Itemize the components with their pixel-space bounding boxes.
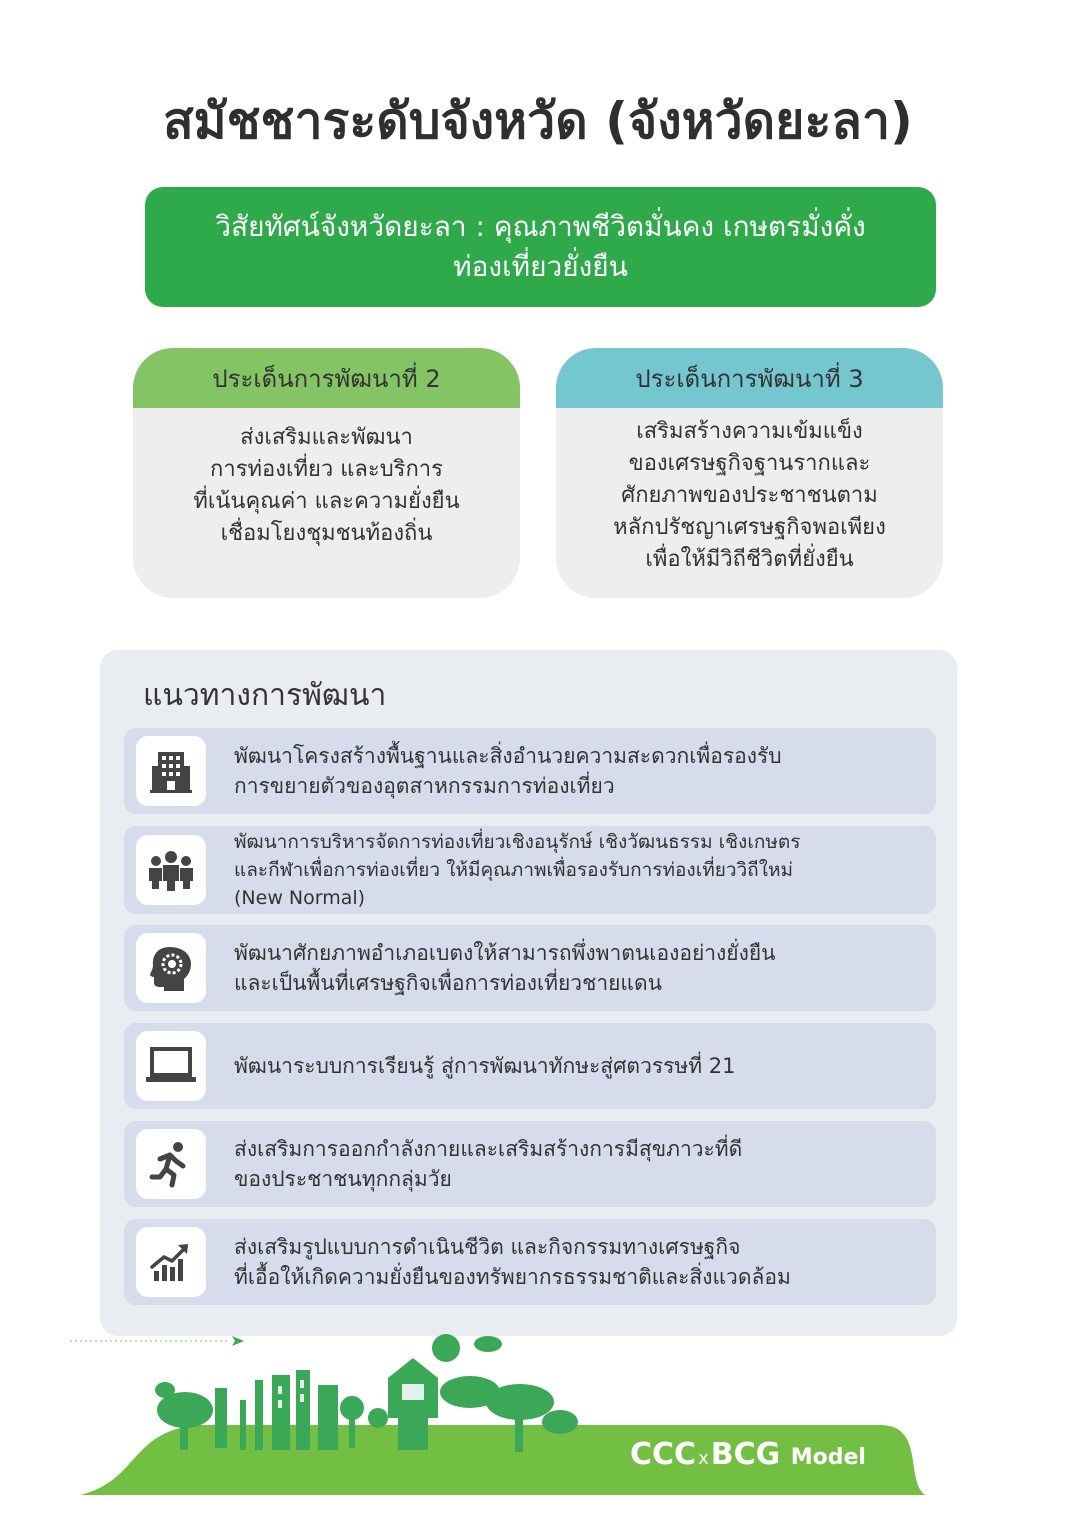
approach-panel xyxy=(100,650,957,1336)
approach-item xyxy=(124,925,936,1011)
brand-bcg: BCG xyxy=(710,1437,781,1472)
issue-line: ที่เน้นคุณค่า และความยั่งยืน xyxy=(193,489,460,514)
page-title: สมัชชาระดับจังหวัด (จังหวัดยะลา) xyxy=(163,92,913,150)
approach-line: พัฒนาการบริหารจัดการท่องเที่ยวเชิงอนุรักษ์ เชิงวัฒนธรรม เชิงเกษตร xyxy=(234,831,801,853)
vision-line-2: ท่องเที่ยวยั่งยืน xyxy=(453,250,628,283)
vision-banner xyxy=(145,187,936,307)
issue-line: เพื่อให้มีวิถีชีวิตที่ยั่งยืน xyxy=(645,547,854,572)
approach-line: (New Normal) xyxy=(234,887,366,909)
issue-heading: ประเด็นการพัฒนาที่ 3 xyxy=(556,348,943,408)
issue-line: ของเศรษฐกิจฐานรากและ xyxy=(628,451,871,476)
approach-line: และเป็นพื้นที่เศรษฐกิจเพื่อการท่องเที่ยวชายแดน xyxy=(234,971,662,995)
brand-x: x xyxy=(698,1448,709,1469)
issue-line: ศักยภาพของประชาชนตาม xyxy=(621,483,878,508)
ccc-bcg-model-logo xyxy=(630,1437,866,1472)
issue-line: เสริมสร้างความเข้มแข็ง xyxy=(636,419,863,444)
issue-heading: ประเด็นการพัฒนาที่ 2 xyxy=(133,348,520,408)
city-landscape-illustration xyxy=(0,1330,1076,1521)
brand-model: Model xyxy=(790,1445,866,1470)
issue-body xyxy=(133,408,520,550)
approach-line: การขยายตัวของอุตสาหกรรมการท่องเที่ยว xyxy=(234,774,615,798)
brand-ccc: CCC xyxy=(630,1437,697,1472)
approach-text xyxy=(234,828,924,912)
issue-body xyxy=(556,408,943,576)
approach-line: พัฒนาศักยภาพอำเภอเบตงให้สามารถพึ่งพาตนเองอย่างยั่งยืน xyxy=(234,941,776,965)
approach-text xyxy=(234,1232,924,1292)
vision-line-1: วิสัยทัศน์จังหวัดยะลา : คุณภาพชีวิตมั่นคง เกษตรมั่งคั่ง xyxy=(215,210,866,243)
building-icon xyxy=(136,736,206,806)
approach-line: ของประชาชนทุกกลุ่มวัย xyxy=(234,1167,452,1191)
approach-text xyxy=(234,1051,924,1081)
approach-text xyxy=(234,741,924,801)
running-person-icon xyxy=(136,1129,206,1199)
approach-line: พัฒนาโครงสร้างพื้นฐานและสิ่งอำนวยความสะดวกเพื่อรองรับ xyxy=(234,744,782,768)
approach-text xyxy=(234,1134,924,1194)
approach-item xyxy=(124,1219,936,1305)
approach-item xyxy=(124,728,936,814)
issue-line: ส่งเสริมและพัฒนา xyxy=(240,425,413,450)
approach-line: ส่งเสริมการออกกำลังกายและเสริมสร้างการมีสุขภาวะที่ดี xyxy=(234,1137,743,1161)
approach-line: และกีฬาเพื่อการท่องเที่ยว ให้มีคุณภาพเพื่อรองรับการท่องเที่ยววิถีใหม่ xyxy=(234,859,794,881)
issue-line: เชื่อมโยงชุมชนท้องถิ่น xyxy=(220,521,433,546)
issue-line: การท่องเที่ยว และบริการ xyxy=(210,457,443,482)
approach-item xyxy=(124,826,936,914)
approach-text xyxy=(234,938,924,998)
people-group-icon xyxy=(136,835,206,905)
growth-chart-icon xyxy=(136,1227,206,1297)
approach-item xyxy=(124,1023,936,1109)
issue-line: หลักปรัชญาเศรษฐกิจพอเพียง xyxy=(613,515,886,540)
approach-line: ส่งเสริมรูปแบบการดำเนินชีวิต และกิจกรรมทางเศรษฐกิจ xyxy=(234,1235,741,1259)
head-gear-icon xyxy=(136,933,206,1003)
approach-line: พัฒนาระบบการเรียนรู้ สู่การพัฒนาทักษะสู่ศตวรรษที่ 21 xyxy=(234,1054,736,1078)
approach-item xyxy=(124,1121,936,1207)
laptop-icon xyxy=(136,1031,206,1101)
issue-card-2 xyxy=(133,348,520,598)
approach-title: แนวทางการพัฒนา xyxy=(143,678,387,713)
issue-card-3 xyxy=(556,348,943,598)
approach-line: ที่เอื้อให้เกิดความยั่งยืนของทรัพยากรธรรมชาติและสิ่งแวดล้อม xyxy=(234,1265,791,1289)
